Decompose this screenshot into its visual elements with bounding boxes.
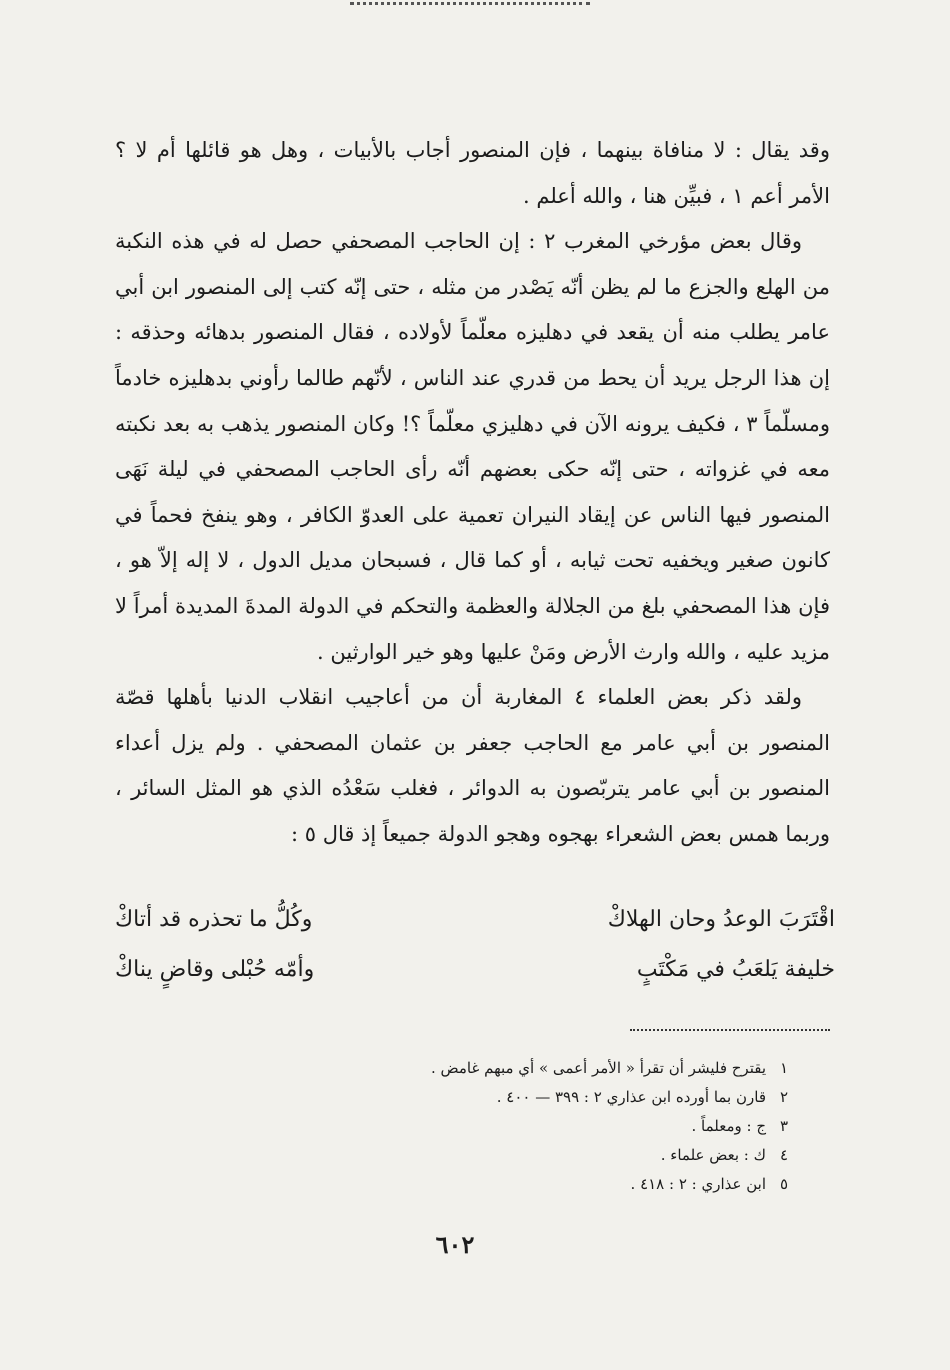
text-line: المنصور بن أبي عامر مع الحاجب جعفر بن عثمان المصحفي . ولم يزل أعداء xyxy=(115,730,830,755)
footnote-separator xyxy=(630,1029,830,1031)
paragraph-2 xyxy=(115,219,830,675)
text-line: عليها وهو خير الوارثين . xyxy=(317,639,523,664)
text-line: وقال بعض مؤرخي المغرب ٢ : إن الحاجب المصحفي حصل له في هذه xyxy=(171,229,802,254)
text-line: النكبة من الهلع والجزع ما لم يظن أنّه يَصْدر من مثله ، حتى إنّه كتب إلى المنصور xyxy=(115,229,830,299)
footnote xyxy=(288,1054,788,1083)
page-number: ٦٠٢ xyxy=(435,1230,475,1259)
text-line: وقد يقال : لا منافاة بينهما ، فإن المنصور أجاب بالأبيات ، وهل هو قائلها أم xyxy=(156,138,830,162)
footnote-number: ٣ xyxy=(779,1117,788,1135)
footnote-text: ابن عذاري : ٢ : ٤١٨ . xyxy=(630,1175,766,1193)
footnote xyxy=(288,1112,788,1141)
text-line: فسبحان مديل الدول ، لا إله إلاّ هو ، فإن هذا المصحفي بلغ من الجلالة والعظمة xyxy=(115,548,830,618)
text-line: يذهب به بعد نكبته معه في غزواته ، حتى إنّه حكى بعضهم أنّه رأى الحاجب xyxy=(115,411,830,482)
verse-second-hemistich: وأمّه حُبْلى وقاضٍ يناكْ xyxy=(115,957,315,982)
scan-top-marks xyxy=(350,2,590,9)
footnote-number: ٤ xyxy=(779,1146,788,1164)
paragraph-3 xyxy=(115,675,830,857)
verse-first-hemistich: اقْتَرَبَ الوعدُ وحان الهلاكْ xyxy=(607,907,835,932)
text-line: المنصور بن أبي عامر يتربّصون به الدوائر ، فغلب سَعْدُه الذي هو المثل السائر ، xyxy=(115,776,830,801)
footnote-number: ١ xyxy=(779,1059,788,1077)
footnote-text: ك : بعض علماء . xyxy=(660,1146,766,1164)
footnotes xyxy=(288,1054,788,1199)
poem-verse xyxy=(115,895,835,945)
text-line: الكافر ، وهو ينفخ فحماً في كانون صغير ويخفيه تحت ثيابه ، أو كما قال ، xyxy=(115,502,830,573)
text-line: ولقد ذكر بعض العلماء ٤ المغاربة أن من أعاجيب انقلاب الدنيا بأهلها قصّة xyxy=(115,685,802,710)
paragraph-1 xyxy=(115,128,830,219)
poem xyxy=(115,895,835,995)
text-line: والتحكم في الدولة المدةَ المديدة أمراً لا مزيد عليه ، والله وارث الأرض ومَنْ xyxy=(115,593,830,664)
text-line: وربما همس بعض الشعراء بهجوه وهجو الدولة جميعاً إذ قال ٥ : xyxy=(290,821,830,846)
footnote xyxy=(288,1170,788,1199)
footnote-text: قارن بما أورده ابن عذاري ٢ : ٣٩٩ — ٤٠٠ . xyxy=(496,1088,766,1106)
verse-first-hemistich: خليفة يَلعَبُ في مَكْتَبٍ xyxy=(636,957,835,982)
text-line: بدهليزه خادماً ومسلّماً ٣ ، فكيف يرونه الآن في دهليزي معلّماً ؟! وكان المنصور xyxy=(115,365,830,436)
text-line: ابن أبي عامر يطلب منه أن يقعد في دهليزه معلّماً لأولاده ، فقال المنصور بدهائه xyxy=(115,274,830,345)
text-line: لا ؟ الأمر أعم ١ ، فبيِّن هنا ، والله أعلم . xyxy=(115,138,830,208)
footnote-number: ٥ xyxy=(779,1175,788,1193)
verse-second-hemistich: وكُلُّ ما تحذره قد أتاكْ xyxy=(115,907,313,932)
footnote xyxy=(288,1083,788,1112)
text-line: المصحفي في ليلة نَهَى المنصور فيها الناس عن إيقاد النيران تعمية على العدوّ xyxy=(115,457,830,527)
footnote-text: ج : ومعلماً . xyxy=(691,1117,766,1135)
text-line: وحذقه : إن هذا الرجل يريد أن يحط من قدري عند الناس ، لأنّهم طالما رأوني xyxy=(115,320,830,390)
footnote-number: ٢ xyxy=(779,1088,788,1106)
poem-verse xyxy=(115,945,835,995)
main-text xyxy=(115,128,830,858)
footnote xyxy=(288,1141,788,1170)
footnote-text: يقترح فليشر أن تقرأ « الأمر أعمى » أي مبهم غامض . xyxy=(430,1059,766,1077)
